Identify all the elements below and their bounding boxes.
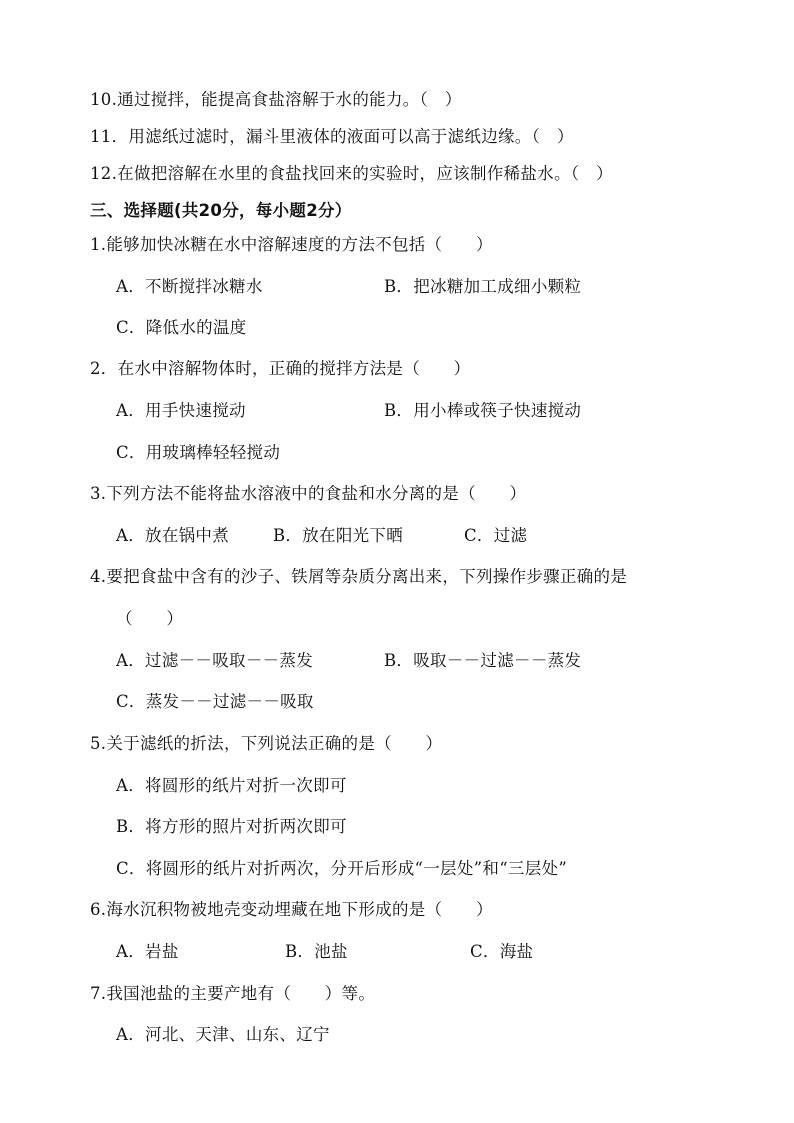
question-3-option-b: B．放在阳光下晒 xyxy=(273,526,404,545)
question-5-option-a: A．将圆形的纸片对折一次即可 xyxy=(116,776,347,795)
question-6-stem: 6.海水沉积物被地壳变动埋藏在地下形成的是（ ） xyxy=(90,900,493,919)
judgment-item-12: 12.在做把溶解在水里的食盐找回来的实验时，应该制作稀盐水。（ ） xyxy=(90,164,613,183)
question-5-option-c: C．将圆形的纸片对折两次，分开后形成“一层处”和“三层处” xyxy=(116,859,568,878)
question-2-option-b: B．用小棒或筷子快速搅动 xyxy=(384,401,582,420)
question-7-option-a: A．河北、天津、山东、辽宁 xyxy=(116,1025,330,1044)
question-6-option-b: B．池盐 xyxy=(285,942,348,961)
question-6-option-c: C．海盐 xyxy=(470,942,534,961)
question-3-option-a: A．放在锅中煮 xyxy=(116,526,230,545)
question-4-stem: 4.要把食盐中含有的沙子、铁屑等杂质分离出来，下列操作步骤正确的是 xyxy=(90,567,628,586)
question-4-option-c: C．蒸发－－过滤－－吸取 xyxy=(116,692,314,711)
question-1-option-c: C．降低水的温度 xyxy=(116,318,247,337)
section-heading: 三、选择题(共20分，每小题2分） xyxy=(90,201,352,220)
question-3-option-c: C．过滤 xyxy=(464,526,528,545)
question-5-option-b: B．将方形的照片对折两次即可 xyxy=(116,817,347,836)
question-3-stem: 3.下列方法不能将盐水溶液中的食盐和水分离的是（ ） xyxy=(90,484,527,503)
question-6-option-a: A．岩盐 xyxy=(116,942,179,961)
question-2-option-a: A．用手快速搅动 xyxy=(116,401,246,420)
question-4-option-b: B．吸取－－过滤－－蒸发 xyxy=(384,651,582,670)
question-2-stem: 2．在水中溶解物体时，正确的搅拌方法是（ ） xyxy=(90,359,471,378)
question-1-option-b: B．把冰糖加工成细小颗粒 xyxy=(384,277,582,296)
question-1-stem: 1.能够加快冰糖在水中溶解速度的方法不包括（ ） xyxy=(90,235,493,254)
question-1-option-a: A．不断搅拌冰糖水 xyxy=(116,277,263,296)
question-5-stem: 5.关于滤纸的折法，下列说法正确的是（ ） xyxy=(90,734,443,753)
question-4-option-a: A．过滤－－吸取－－蒸发 xyxy=(116,651,314,670)
question-4-stem-continued: （ ） xyxy=(116,609,184,628)
judgment-item-10: 10.通过搅拌，能提高食盐溶解于水的能力。（ ） xyxy=(90,90,462,109)
question-2-option-c: C．用玻璃棒轻轻搅动 xyxy=(116,443,281,462)
question-7-stem: 7.我国池盐的主要产地有（ ）等。 xyxy=(90,984,376,1003)
judgment-item-11: 11．用滤纸过滤时，漏斗里液体的液面可以高于滤纸边缘。（ ） xyxy=(90,127,574,146)
